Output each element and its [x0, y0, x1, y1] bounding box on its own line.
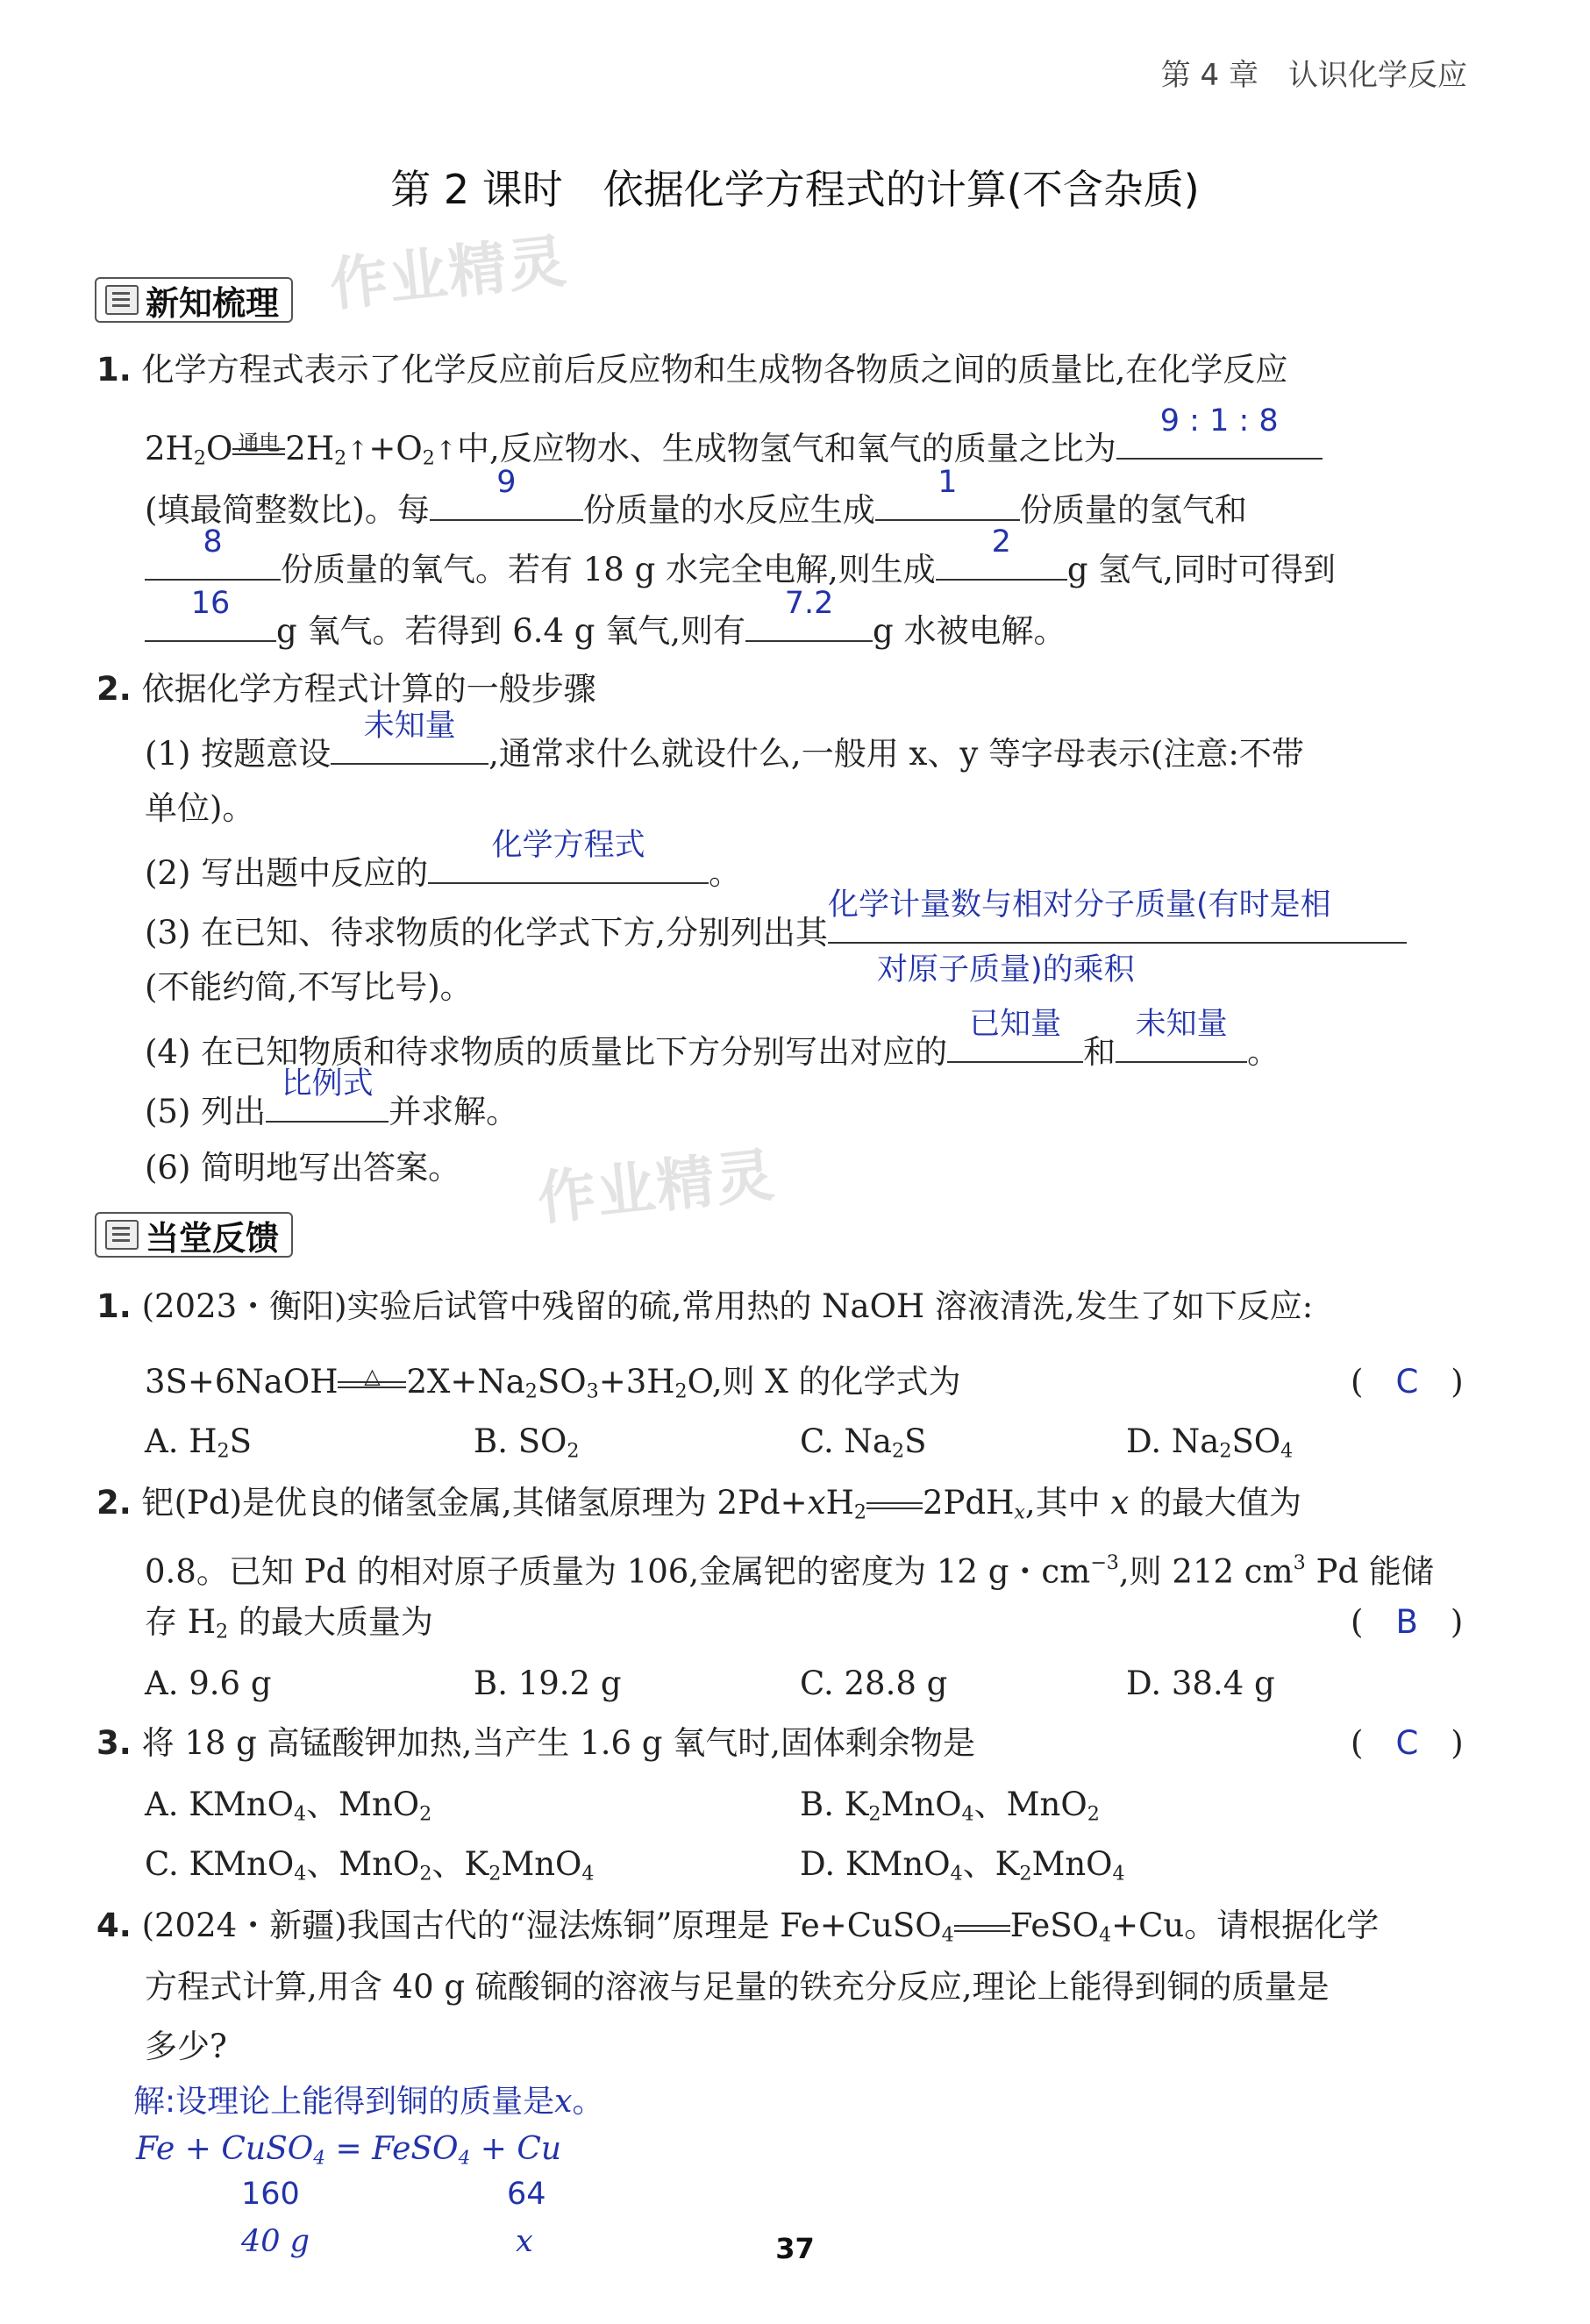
blank-product[interactable]: 化学计量数与相对分子质量(有时是相	[828, 903, 1407, 944]
q2-line2: 0.8。已知 Pd 的相对原子质量为 106,金属钯的密度为 12 g・$cm^{-3}$,则 212 $cm^3$ Pd 能储	[145, 1551, 1434, 1591]
q2-option-d[interactable]: D. 38.4 g	[1126, 1665, 1275, 1702]
q4-solution-mass-cu: 64	[507, 2177, 546, 2212]
blank-o2-mass[interactable]: 16	[145, 602, 276, 642]
blank-equation[interactable]: 化学方程式	[428, 844, 709, 884]
q4-solution-mass-cuso4: 160	[241, 2177, 300, 2212]
equals-sign	[954, 1920, 1010, 1937]
blank-h2-mass[interactable]: 2	[936, 540, 1067, 581]
blank-unknown-2[interactable]: 未知量	[1116, 1023, 1247, 1063]
heat-equals: △	[338, 1376, 406, 1394]
equals-sign	[866, 1497, 923, 1515]
q3-answer: C	[1395, 1724, 1419, 1762]
q2-option-b[interactable]: B. 19.2 g	[474, 1665, 622, 1702]
k2-step3-cont: (不能约简,不写比号)。	[145, 968, 473, 1006]
k1-line5: 16 g 氧气。若得到 6.4 g 氧气,则有 7.2 g 水被电解。	[145, 602, 1066, 658]
blank-known[interactable]: 已知量	[947, 1023, 1083, 1063]
q2-answer: B	[1395, 1603, 1418, 1641]
q4-solution-equation: Fe + CuSO$_4$ = FeSO$_4$ + Cu	[136, 2131, 562, 2170]
q3-answer-bracket: ( C )	[1351, 1724, 1464, 1762]
page-number: 37	[775, 2232, 815, 2265]
q4-solution-unknown: x	[516, 2224, 533, 2259]
k2-step6: (6) 简明地写出答案。	[145, 1149, 461, 1187]
q1-option-c[interactable]: C. $Na_2S$	[800, 1422, 927, 1463]
k2-step4: (4) 在已知物质和待求物质的质量比下方分别写出对应的 已知量 和 未知量 。	[145, 1007, 1280, 1071]
q4-solution-known: 40 g	[241, 2224, 310, 2259]
q1-option-a[interactable]: A. $H_2S$	[145, 1422, 252, 1463]
q4-line2: 方程式计算,用含 40 g 硫酸铜的溶液与足量的铁充分反应,理论上能得到铜的质量是	[145, 1968, 1330, 2006]
q1-line2: 3S+6NaOH △ $2X+Na_2SO_3+3H_2O$,则 X 的化学式为	[145, 1363, 961, 1403]
k1-line4: 8 份质量的氧气。若有 18 g 水完全电解,则生成 2 g 氢气,同时可得到	[145, 540, 1336, 596]
k2-step1-cont: 单位)。	[145, 789, 255, 827]
k2-step3: (3) 在已知、待求物质的化学式下方,分别列出其 化学计量数与相对分子质量(有时是相	[145, 903, 1407, 959]
q4-line3: 多少?	[145, 2028, 227, 2065]
blank-product-cont: 对原子质量)的乘积	[877, 952, 1135, 987]
k1-line2: $2H_2O$ 通电 $2H_2↑+O_2↑$中,反应物水、生成物氢气和氧气的质量之比为 9 : 1 : 8	[145, 419, 1323, 485]
q2-line1: 2. 钯(Pd)是优良的储氢金属,其储氢原理为 $2Pd+xH_2$ 2PdH$_x$,其中 x 的最大值为	[96, 1484, 1302, 1524]
chapter-header	[1161, 51, 1467, 94]
section-new-knowledge: 新知梳理	[95, 277, 293, 323]
q1-option-d[interactable]: D. $Na_2SO_4$	[1126, 1422, 1294, 1463]
q3-option-d[interactable]: D. KMnO$_4$、$K_2MnO_4$	[800, 1845, 1125, 1886]
k2-step1: (1) 按题意设 未知量 ,通常求什么就设什么,一般用 x、y 等字母表示(注意:不带	[145, 709, 1304, 773]
q4-line1: 4. (2024・新疆)我国古代的“湿法炼铜”原理是 Fe+CuSO$_4$ FeSO$_4$+Cu。请根据化学	[96, 1907, 1380, 1947]
watermark: 作业精灵	[326, 226, 571, 319]
q3-option-b[interactable]: B. $K_2MnO_4$、MnO$_2$	[800, 1786, 1100, 1826]
q3-line1: 3. 将 18 g 高锰酸钾加热,当产生 1.6 g 氧气时,固体剩余物是	[96, 1724, 975, 1762]
k2-step5: (5) 列出 比例式 并求解。	[145, 1066, 519, 1130]
pencil-icon	[105, 1220, 139, 1250]
q2-option-a[interactable]: A. 9.6 g	[145, 1665, 272, 1702]
q2-answer-bracket: ( B )	[1351, 1603, 1464, 1641]
blank-water[interactable]: 9	[430, 481, 583, 521]
q1-option-b[interactable]: B. $SO_2$	[474, 1422, 580, 1463]
blank-mass-ratio[interactable]: 9 : 1 : 8	[1116, 419, 1323, 460]
q3-option-c[interactable]: C. KMnO$_4$、MnO$_2$、$K_2MnO_4$	[145, 1845, 595, 1886]
q4-solution-intro: 解:设理论上能得到铜的质量是x。	[133, 2084, 604, 2120]
section-feedback: 当堂反馈	[95, 1212, 293, 1258]
k1-line1: 1. 化学方程式表示了化学反应前后反应物和生成物各物质之间的质量比,在化学反应	[96, 351, 1288, 389]
blank-proportion[interactable]: 比例式	[266, 1082, 389, 1123]
condition-equals: 通电	[232, 443, 285, 460]
k1-line3: (填最简整数比)。每 9 份质量的水反应生成 1 份质量的氢气和	[145, 465, 1247, 529]
k2-step2: (2) 写出题中反应的 化学方程式 。	[145, 828, 742, 892]
blank-unknown[interactable]: 未知量	[331, 724, 488, 765]
notebook-icon	[105, 285, 139, 315]
q1-line1: 1. (2023・衡阳)实验后试管中残留的硫,常用热的 NaOH 溶液清洗,发生了如下反应:	[96, 1287, 1314, 1325]
blank-oxygen[interactable]: 8	[145, 540, 281, 581]
chapter-number: 第 4 章	[1160, 58, 1258, 93]
q2-option-c[interactable]: C. 28.8 g	[800, 1665, 948, 1702]
q3-option-a[interactable]: A. KMnO$_4$、MnO$_2$	[145, 1786, 432, 1826]
watermark: 作业精灵	[534, 1140, 779, 1233]
q2-line3: 存 $H_2$ 的最大质量为	[145, 1603, 433, 1643]
blank-hydrogen[interactable]: 1	[875, 481, 1020, 521]
lesson-title: 第 2 课时 依据化学方程式的计算(不含杂质)	[390, 166, 1200, 213]
chapter-title: 认识化学反应	[1288, 58, 1467, 93]
blank-water-mass[interactable]: 7.2	[745, 602, 873, 642]
q1-answer-bracket: ( C )	[1351, 1363, 1464, 1401]
k2-head: 2. 依据化学方程式计算的一般步骤	[96, 670, 596, 708]
q1-answer: C	[1395, 1363, 1419, 1401]
